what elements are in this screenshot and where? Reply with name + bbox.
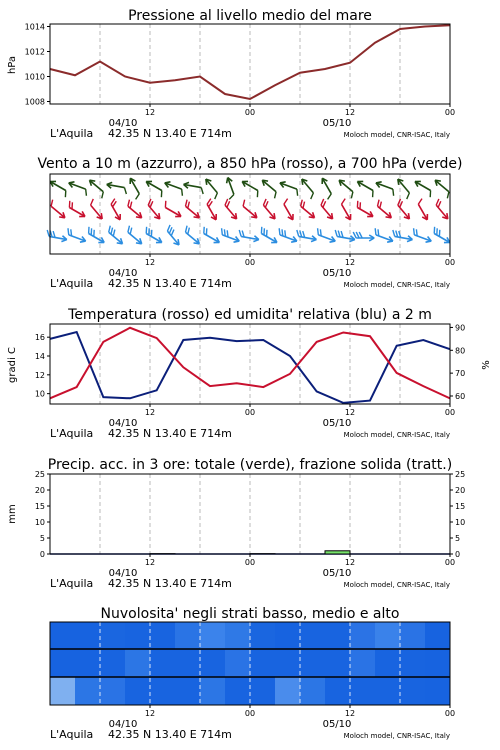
y-tick-label: 5	[455, 534, 461, 543]
date-label: 04/10	[108, 418, 138, 429]
wind-barb-shaft	[262, 180, 276, 192]
x-tick-label: 00	[444, 709, 456, 718]
y-tick-label: 14	[34, 352, 45, 361]
y-tick-label: 5	[39, 534, 45, 543]
x-tick-label: 12	[144, 558, 156, 567]
cloud-cell	[175, 622, 201, 649]
wind-barb	[280, 199, 298, 222]
wind-barb-shaft	[302, 179, 314, 193]
y-tick-label: 60	[455, 392, 466, 401]
cloud-cell	[50, 649, 76, 677]
wind-barb	[373, 200, 395, 220]
cloud-cell	[425, 677, 451, 705]
station-name: L'Aquila	[50, 277, 94, 290]
wind-barb	[142, 227, 165, 245]
wind-barb-feather	[220, 228, 225, 235]
wind-barb	[47, 179, 70, 197]
y-tick-label: 1012	[24, 47, 45, 57]
cloud-cell	[400, 622, 426, 649]
wind-barb	[334, 230, 356, 243]
cloud-cell	[150, 622, 176, 649]
precipitation-plot-frame	[50, 474, 450, 554]
y-tick-label: 20	[34, 486, 45, 495]
cloud-cell	[200, 622, 226, 649]
x-tick-label: 12	[344, 558, 356, 567]
cloud-cell	[350, 649, 376, 677]
y-tick-label: 15	[34, 502, 45, 511]
wind-barb	[86, 178, 108, 198]
wind-barb-feather	[159, 191, 165, 198]
cloud-cell	[400, 677, 426, 705]
wind-barb	[203, 199, 221, 222]
date-label: 05/10	[322, 118, 352, 129]
x-tick-label: 00	[244, 258, 256, 267]
wind-barb-feather	[428, 191, 434, 198]
wind-barb	[257, 227, 280, 245]
precipitation-gridlines	[100, 474, 400, 554]
model-credit: Moloch model, CNR-ISAC, Italy	[343, 281, 450, 289]
wind-barb-feather	[228, 194, 235, 199]
wind-panel	[37, 156, 462, 290]
wind-barbs	[46, 177, 453, 247]
wind-barb-feather	[163, 201, 169, 208]
cloud-cell	[350, 677, 376, 705]
wind-barb-feather	[84, 189, 89, 196]
wind-barb	[161, 201, 184, 219]
y-tick-label: 25	[455, 470, 466, 479]
pressure-footer	[50, 127, 450, 140]
cloud-cell	[150, 649, 176, 677]
pressure-yaxis	[25, 23, 50, 107]
y-tick-label: 16	[34, 333, 45, 343]
precipitation-xaxis	[109, 554, 456, 579]
wind-barb	[144, 199, 164, 221]
wind-barb	[353, 232, 374, 241]
temperature-xaxis	[109, 404, 456, 429]
model-credit: Moloch model, CNR-ISAC, Italy	[343, 131, 450, 139]
x-tick-label: 00	[244, 709, 256, 718]
wind-barb-feather	[255, 191, 261, 198]
cloud-cell	[325, 622, 351, 649]
station-name: L'Aquila	[50, 127, 94, 140]
cloud-cell	[75, 649, 101, 677]
date-label: 05/10	[322, 268, 352, 279]
wind-barb	[124, 200, 146, 220]
precipitation-title: Precip. acc. in 3 ore: totale (verde), frazione solida (tratt.)	[47, 457, 453, 473]
wind-barb-feather	[373, 228, 378, 235]
wind-barb	[221, 199, 241, 221]
x-tick-label: 12	[144, 108, 156, 117]
wind-barb-shaft	[435, 180, 449, 192]
wind-barb	[278, 180, 301, 196]
wind-barb-feather	[370, 191, 376, 198]
wind-barb	[46, 230, 68, 243]
wind-barb	[107, 199, 125, 222]
x-tick-label: 12	[144, 408, 156, 417]
wind-barb	[163, 225, 183, 247]
precipitation-panel	[7, 457, 465, 590]
cloud-cell	[175, 649, 201, 677]
pressure-xaxis	[109, 104, 456, 129]
cloud-cell	[275, 677, 301, 705]
x-tick-label: 00	[244, 108, 256, 117]
wind-barb-feather	[282, 199, 289, 205]
cloud-cell	[300, 622, 326, 649]
wind-barb	[65, 228, 88, 244]
wind-barb-shaft	[339, 180, 353, 192]
cloud-cell	[100, 649, 126, 677]
y-tick-label: 70	[455, 369, 466, 379]
date-label: 04/10	[108, 118, 138, 129]
wind-barb	[124, 226, 146, 246]
y-tick-label: 90	[455, 323, 466, 333]
cloud-cell	[375, 677, 401, 705]
x-tick-label: 12	[144, 258, 156, 267]
cloud-cell	[300, 677, 326, 705]
y-tick-label: 10	[34, 389, 45, 399]
wind-barb-feather	[66, 228, 71, 235]
wind-barb-feather	[309, 193, 316, 199]
wind-barb-feather	[391, 189, 396, 196]
wind-barb-feather	[241, 200, 247, 207]
wind-barb-shaft	[51, 206, 65, 218]
humidity-ylabel: %	[481, 360, 492, 370]
wind-barb	[335, 178, 357, 198]
cloud-cell	[75, 622, 101, 649]
date-label: 04/10	[108, 719, 138, 730]
temperature-panel	[7, 307, 492, 440]
cloud-cell	[325, 677, 351, 705]
wind-barb-feather	[213, 193, 220, 199]
wind-barb	[432, 199, 452, 221]
wind-barb-feather	[392, 230, 396, 236]
wind-barb	[222, 177, 238, 200]
y-tick-label: 20	[455, 486, 466, 495]
temperature-title: Temperatura (rosso) ed umidita' relativa (blu) a 2 m	[68, 307, 432, 323]
wind-barb	[239, 179, 262, 197]
wind-barb	[295, 230, 317, 243]
temperature-yaxis	[35, 333, 50, 398]
cloud-cell	[200, 677, 226, 705]
station-coords: 42.35 N 13.40 E 714m	[108, 577, 232, 590]
wind-barb	[125, 177, 143, 200]
humidity-yaxis	[450, 323, 465, 401]
wind-barb	[410, 228, 433, 244]
temperature-ylabel: gradi C	[7, 347, 18, 383]
cloud-footer	[50, 728, 450, 741]
wind-barb-shaft	[90, 180, 104, 192]
wind-xaxis	[109, 254, 456, 279]
cloud-cell	[100, 622, 126, 649]
wind-barb	[163, 180, 186, 196]
station-coords: 42.35 N 13.40 E 714m	[108, 127, 232, 140]
pressure-plot-frame	[50, 24, 450, 104]
pressure-panel	[7, 8, 455, 140]
cloud-cell	[75, 677, 101, 705]
cloud-panel	[50, 606, 455, 741]
x-tick-label: 00	[444, 408, 456, 417]
y-tick-label: 0	[39, 550, 45, 559]
wind-barb	[414, 199, 432, 222]
wind-barb-feather	[340, 199, 347, 205]
wind-barb	[201, 177, 221, 199]
cloud-xaxis	[109, 705, 456, 730]
cloud-cell	[375, 622, 401, 649]
y-tick-label: 1008	[24, 97, 45, 107]
cloud-cell	[300, 649, 326, 677]
wind-barb	[238, 230, 260, 243]
wind-barb	[143, 179, 166, 197]
cloud-cell	[250, 649, 276, 677]
date-label: 04/10	[108, 568, 138, 579]
wind-barb	[374, 180, 397, 196]
cloud-cell	[375, 649, 401, 677]
wind-barb-feather	[63, 191, 69, 198]
cloud-cell	[425, 649, 451, 677]
wind-barb-feather	[277, 228, 282, 235]
wind-barb	[276, 228, 299, 244]
wind-barb-feather	[134, 194, 141, 200]
cloud-cell	[350, 622, 376, 649]
x-tick-label: 12	[144, 709, 156, 718]
date-label: 05/10	[322, 418, 352, 429]
y-tick-label: 1010	[24, 72, 45, 82]
wind-barb-feather	[417, 199, 424, 205]
wind-barb	[86, 199, 106, 221]
station-coords: 42.35 N 13.40 E 714m	[108, 277, 232, 290]
y-tick-label: 1014	[24, 22, 45, 32]
station-name: L'Aquila	[50, 728, 94, 741]
wind-barb	[354, 179, 377, 197]
cloud-cell	[425, 622, 451, 649]
wind-barb	[181, 226, 203, 246]
wind-barb-feather	[353, 232, 356, 238]
wind-barb	[182, 181, 204, 194]
cloud-cell	[225, 677, 251, 705]
x-tick-label: 00	[244, 408, 256, 417]
wind-barb-feather	[356, 232, 359, 238]
cloud-cell	[125, 649, 151, 677]
cloud-cell	[200, 649, 226, 677]
temperature-footer	[50, 427, 450, 440]
cloud-cell	[50, 622, 76, 649]
wind-barb	[372, 228, 395, 244]
wind-barb-shaft	[206, 179, 218, 193]
wind-barb	[104, 226, 126, 246]
wind-footer	[50, 277, 450, 290]
wind-barb	[317, 199, 337, 221]
temperature-gridlines	[100, 324, 400, 404]
cloud-cell	[325, 649, 351, 677]
wind-barb	[258, 178, 280, 198]
cloud-cell	[150, 677, 176, 705]
wind-barb	[65, 201, 88, 219]
wind-barb	[314, 228, 337, 244]
model-credit: Moloch model, CNR-ISAC, Italy	[343, 581, 450, 589]
station-name: L'Aquila	[50, 577, 94, 590]
wind-barb-feather	[316, 228, 321, 235]
cloud-cell	[250, 622, 276, 649]
cloud-cell	[275, 622, 301, 649]
cloud-cell	[400, 649, 426, 677]
wind-barb-feather	[272, 192, 278, 199]
y-tick-label: 25	[34, 470, 45, 479]
y-tick-label: 0	[455, 550, 461, 559]
wind-barb-feather	[123, 188, 127, 194]
wind-barb-feather	[412, 228, 417, 235]
wind-barb	[353, 201, 376, 219]
wind-barb-feather	[326, 194, 333, 200]
x-tick-label: 12	[344, 709, 356, 718]
y-tick-label: 10	[34, 518, 45, 527]
cloud-cell	[175, 677, 201, 705]
wind-barb	[430, 227, 453, 245]
x-tick-label: 12	[344, 408, 356, 417]
wind-barb-feather	[200, 188, 204, 194]
precipitation-footer	[50, 577, 450, 590]
wind-barb	[200, 227, 223, 245]
cloud-cell	[125, 677, 151, 705]
wind-barb-feather	[180, 189, 185, 196]
precipitation-ylabel: mm	[7, 504, 18, 524]
wind-title: Vento a 10 m (azzurro), a 850 hPa (rosso), a 700 hPa (verde)	[37, 156, 463, 172]
x-tick-label: 00	[444, 558, 456, 567]
wind-barb	[106, 181, 128, 194]
cloud-cell	[250, 677, 276, 705]
wind-barb	[85, 227, 108, 245]
model-credit: Moloch model, CNR-ISAC, Italy	[343, 431, 450, 439]
wind-barb-feather	[405, 193, 412, 199]
x-tick-label: 00	[244, 558, 256, 567]
date-label: 05/10	[322, 719, 352, 730]
pressure-ylabel: hPa	[7, 55, 18, 75]
wind-barb-feather	[334, 230, 338, 236]
date-label: 05/10	[322, 568, 352, 579]
wind-barb	[394, 199, 414, 221]
cloud-title: Nuvolosita' negli strati basso, medio e alto	[100, 606, 400, 622]
wind-barb	[67, 180, 90, 196]
wind-barb	[218, 228, 241, 244]
pressure-title: Pressione al livello medio del mare	[128, 8, 372, 24]
wind-barb-feather	[89, 199, 96, 205]
pressure-gridlines	[100, 24, 400, 104]
x-tick-label: 00	[444, 108, 456, 117]
wind-barb	[317, 177, 335, 200]
date-label: 04/10	[108, 268, 138, 279]
y-tick-label: 10	[455, 518, 466, 527]
wind-barb-feather	[359, 232, 362, 238]
cloud-cell	[125, 622, 151, 649]
wind-barb-feather	[295, 189, 300, 196]
wind-barb	[393, 177, 413, 199]
cloud-cell	[50, 677, 76, 705]
x-tick-label: 12	[344, 108, 356, 117]
x-tick-label: 00	[444, 258, 456, 267]
y-tick-label: 80	[455, 346, 466, 356]
wind-barb-feather	[238, 230, 242, 236]
y-tick-label: 15	[455, 502, 466, 511]
cloud-cell	[275, 649, 301, 677]
station-name: L'Aquila	[50, 427, 94, 440]
wind-barb	[337, 199, 355, 222]
cloud-cell	[225, 622, 251, 649]
cloud-cell	[100, 677, 126, 705]
wind-barb	[412, 179, 435, 197]
cloud-cell	[225, 649, 251, 677]
x-tick-label: 12	[344, 258, 356, 267]
wind-barb-feather	[296, 230, 300, 236]
station-coords: 42.35 N 13.40 E 714m	[108, 728, 232, 741]
y-tick-label: 12	[34, 370, 45, 380]
station-coords: 42.35 N 13.40 E 714m	[108, 427, 232, 440]
model-credit: Moloch model, CNR-ISAC, Italy	[343, 732, 450, 740]
wind-barb	[259, 199, 279, 221]
wind-barb	[391, 230, 413, 243]
